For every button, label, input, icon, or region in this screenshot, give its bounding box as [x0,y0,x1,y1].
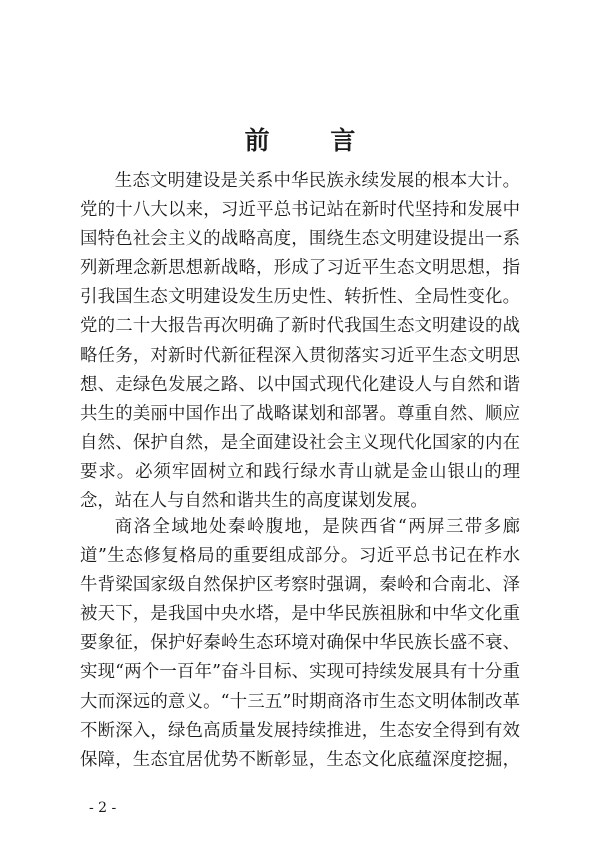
page-number: - 2 - [89,800,117,816]
paragraph-1: 生态文明建设是关系中华民族永续发展的根本大计。党的十八大以来，习近平总书记站在新时代坚持和发展中国特色社会主义的战略高度，围绕生态文明建设提出一系列新理念新思想新战略，形成了习近平生态文明思想，指引我国生态文明建设发生历史性、转折性、全局性变化。党的二十大报告再次明确了新时代我国生态文明建设的战略任务，对新时代新征程深入贯彻落实习近平生态文明思想、走绿色发展之路、以中国式现代化建设人与自然和谐共生的美丽中国作出了战略谋划和部署。尊重自然、顺应自然、保护自然，是全面建设社会主义现代化国家的内在要求。必须牢固树立和践行绿水青山就是金山银山的理念，站在人与自然和谐共生的高度谋划发展。 [80,171,520,512]
page-title: 前 言 [244,126,382,155]
paragraph-2: 商洛全域地处秦岭腹地，是陕西省“两屏三带多廊道”生态修复格局的重要组成部分。习近平总书记在柞水牛背梁国家级自然保护区考察时强调，秦岭和合南北、泽被天下，是我国中央水塔，是中华民族祖脉和中华文化重要象征，保护好秦岭生态环境对确保中华民族长盛不衰、实现“两个一百年”奋斗目标、实现可持续发展具有十分重大而深远的意义。“十三五”时期商洛市生态文明体制改革不断深入，绿色高质量发展持续推进，生态安全得到有效保障，生态宜居优势不断彰显，生态文化底蕴深度挖掘， [80,517,520,770]
